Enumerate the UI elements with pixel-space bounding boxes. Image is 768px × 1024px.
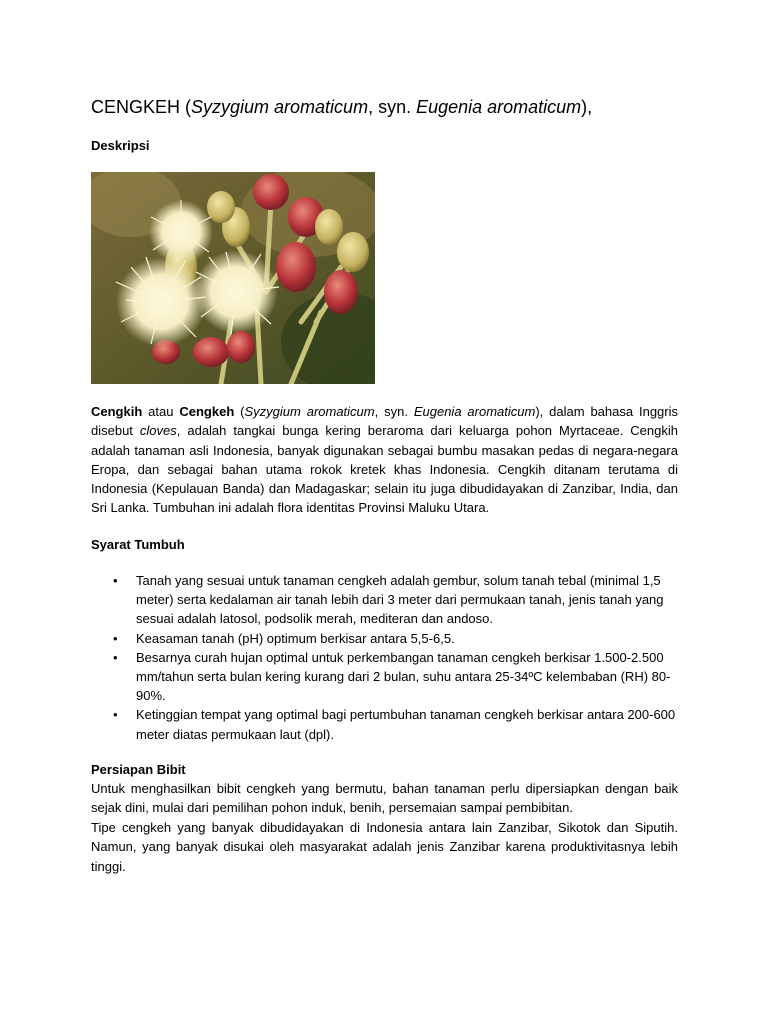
term-cengkih: Cengkih	[91, 404, 143, 419]
intro-paragraph	[91, 402, 678, 518]
list-item: • Keasaman tanah (pH) optimum berkisar antara 5,5-6,5.	[91, 629, 678, 648]
intro-synonym-name: Eugenia aromaticum	[413, 404, 536, 419]
clove-flower-photo	[91, 172, 375, 384]
page-title	[91, 94, 592, 120]
intro-english-name: cloves	[139, 423, 177, 439]
list-item: • Tanah yang sesuai untuk tanaman cengkeh adalah gembur, solum tanah tebal (minimal 1,5 meter) serta kedalaman air tanah lebih dari 3 meter dari permukaan tanah, jenis tanah yang sesuai adalah latosol, podsolik merah, mediteran dan andoso.	[91, 571, 678, 629]
flower-cluster-left	[116, 257, 206, 347]
intro-text: , syn.	[374, 404, 414, 419]
heading-deskripsi: Deskripsi	[91, 138, 150, 153]
intro-text: , adalah tangkai bunga kering beraroma dari keluarga pohon Myrtaceae. Cengkih adalah tanaman asli Indonesia, banyak digunakan sebagai bumbu masakan pedas di negara-negara Eropa, dan sebagai bahan utama rokok kretek khas Indonesia. Cengkih ditanam terutama di Indonesia (Kepulauan Banda) dan Madagaskar; selain itu juga dibudidayakan di Zanzibar, India, dan Sri Lanka. Tumbuhan ini adalah flora identitas Provinsi Maluku Utara.	[91, 423, 678, 516]
title-scientific-name: Syzygium aromaticum	[191, 97, 369, 117]
title-middle: , syn.	[368, 97, 417, 117]
title-synonym-name: Eugenia aromaticum	[416, 97, 582, 117]
title-prefix: CENGKEH (	[91, 97, 192, 117]
flower-cluster-top	[149, 200, 213, 264]
list-item: • Ketinggian tempat yang optimal bagi pertumbuhan tanaman cengkeh berkisar antara 200-600 meter diatas permukaan laut (dpl).	[91, 705, 678, 743]
heading-syarat-tumbuh: Syarat Tumbuh	[91, 537, 185, 552]
intro-text: (	[234, 404, 245, 419]
syarat-tumbuh-list	[91, 571, 678, 744]
intro-scientific-name: Syzygium aromaticum	[244, 404, 375, 419]
persiapan-paragraph-1: Untuk menghasilkan bibit cengkeh yang bermutu, bahan tanaman perlu dipersiapkan dengan baik sejak dini, mulai dari pemilihan pohon induk, benih, persemaian sampai pembibitan.	[91, 781, 678, 816]
intro-text: ), dalam bahasa Inggris disebut	[91, 404, 678, 439]
title-suffix: ),	[581, 97, 593, 117]
term-cengkeh: Cengkeh	[179, 404, 235, 419]
heading-persiapan-bibit: Persiapan Bibit	[91, 762, 186, 777]
persiapan-paragraph-2: Tipe cengkeh yang banyak dibudidayakan di Indonesia antara lain Zanzibar, Sikotok dan Siputih. Namun, yang banyak disukai oleh masyarakat adalah jenis Zanzibar karena produktivitasnya lebih tinggi.	[91, 820, 678, 874]
list-item: • Besarnya curah hujan optimal untuk perkembangan tanaman cengkeh berkisar 1.500-2.500 mm/tahun serta bulan kering kurang dari 2 bulan, suhu antara 25-34ºC kelembaban (RH) 80-90%.	[91, 648, 678, 706]
intro-text: atau	[142, 404, 180, 419]
